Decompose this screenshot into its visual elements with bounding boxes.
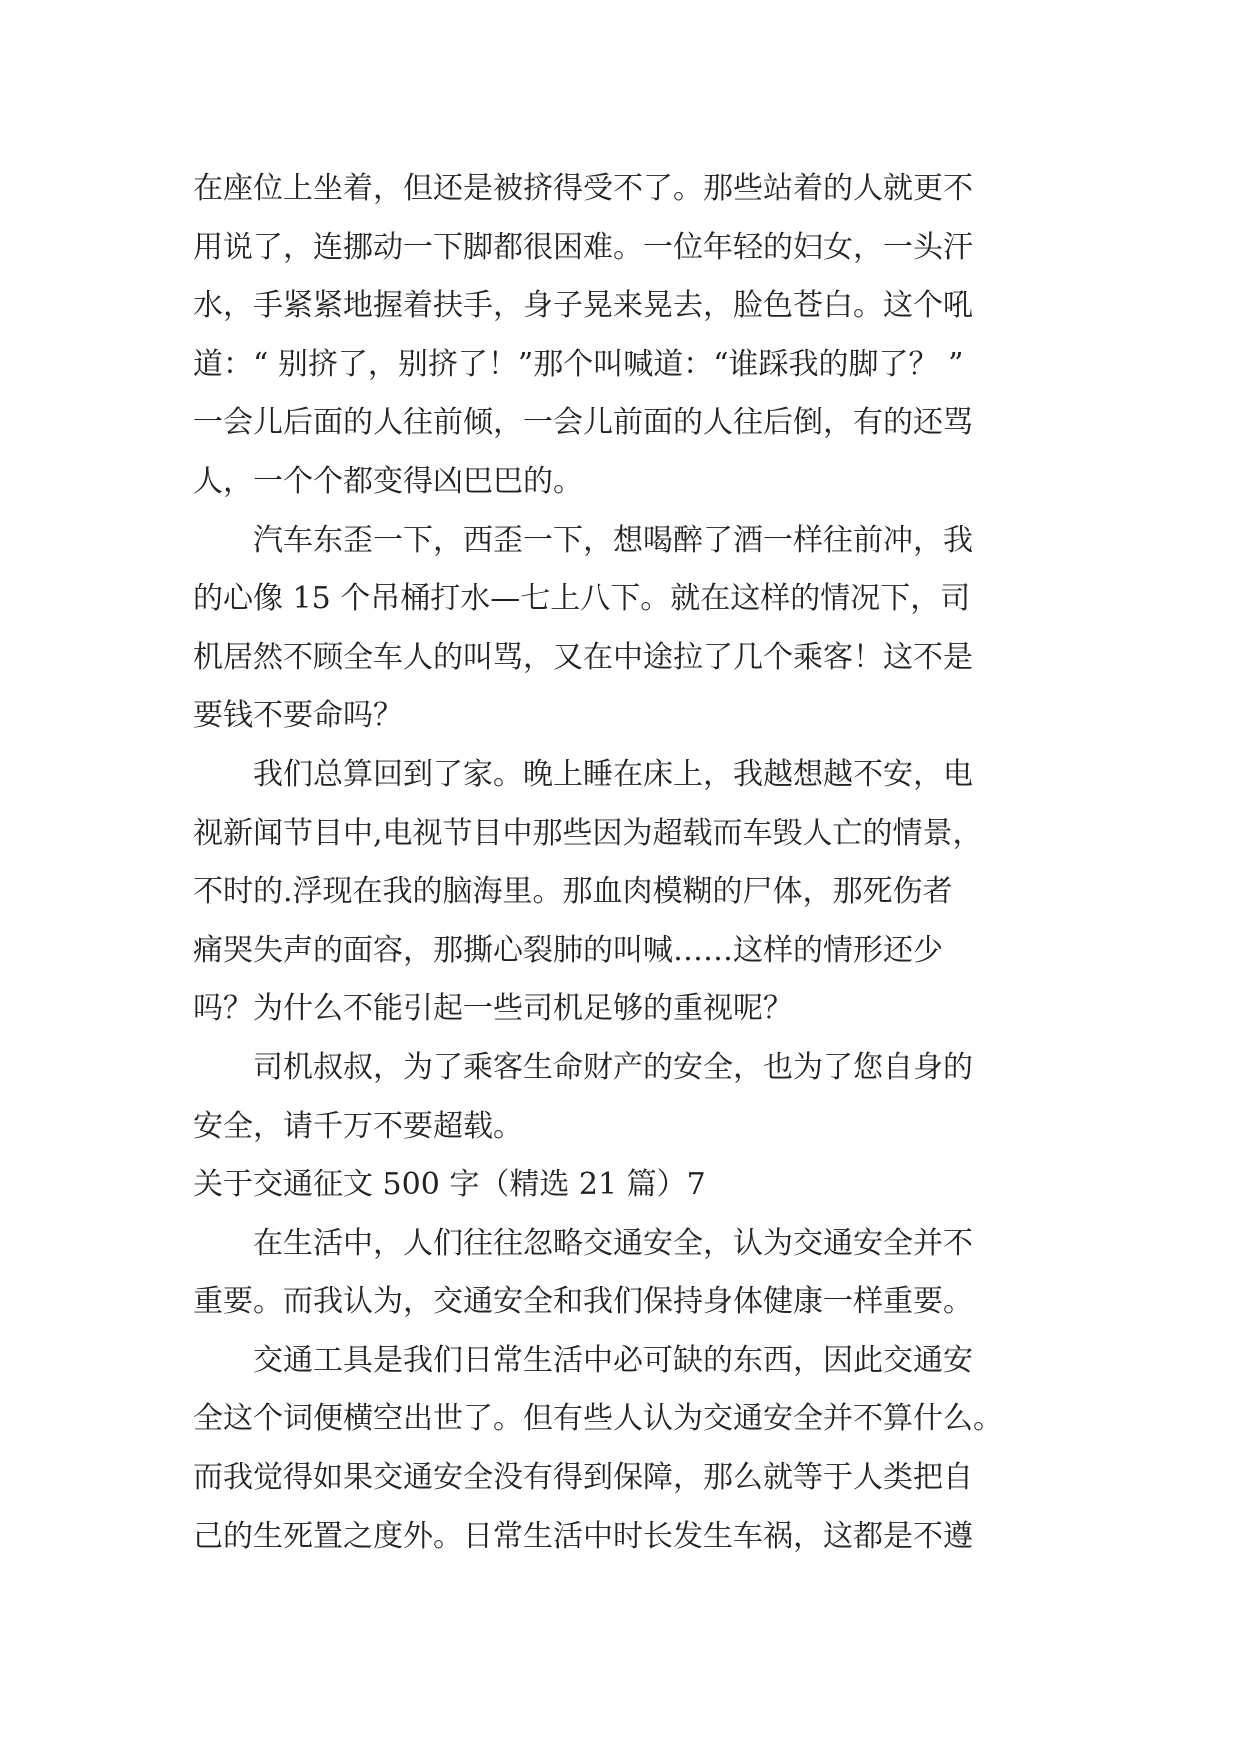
text-line: 而我觉得如果交通安全没有得到保障，那么就等于人类把自	[193, 1460, 973, 1496]
text-line: 一会儿后面的人往前倾，一会儿前面的人往后倒，有的还骂	[193, 405, 973, 441]
text-line: 道：“ 别挤了，别挤了！”那个叫喊道：“谁踩我的脚了？ ”	[193, 346, 964, 382]
text-line: 汽车东歪一下，西歪一下，想喝醉了酒一样往前冲，我	[193, 522, 973, 558]
text-line: 不时的.浮现在我的脑海里。那血肉模糊的尸体，那死伤者	[193, 874, 953, 910]
document-body	[193, 160, 1053, 1566]
text-line: 要钱不要命吗？	[193, 698, 403, 734]
text-line: 全这个词便横空出世了。但有些人认为交通安全并不算什么。	[193, 1401, 1003, 1437]
text-line: 视新闻节目中,电视节目中那些因为超载而车毁人亡的情景，	[193, 815, 983, 851]
text-line: 重要。而我认为，交通安全和我们保持身体健康一样重要。	[193, 1284, 973, 1320]
text-line: 用说了，连挪动一下脚都很困难。一位年轻的妇女，一头汗	[193, 229, 973, 265]
text-line: 安全，请千万不要超载。	[193, 1108, 523, 1144]
text-line: 己的生死置之度外。日常生活中时长发生车祸，这都是不遵	[193, 1518, 973, 1554]
text-line: 人，一个个都变得凶巴巴的。	[193, 463, 583, 499]
text-line: 吗？为什么不能引起一些司机足够的重视呢？	[193, 991, 793, 1027]
text-line: 痛哭失声的面容，那撕心裂肺的叫喊……这样的情形还少	[193, 932, 943, 968]
text-line: 交通工具是我们日常生活中必可缺的东西，因此交通安	[193, 1342, 973, 1378]
section-heading: 关于交通征文 500 字（精选 21 篇）7	[193, 1167, 706, 1203]
text-line: 在座位上坐着，但还是被挤得受不了。那些站着的人就更不	[193, 171, 973, 206]
text-line: 司机叔叔，为了乘客生命财产的安全，也为了您自身的	[193, 1049, 973, 1085]
text-line: 水，手紧紧地握着扶手，身子晃来晃去，脸色苍白。这个吼	[193, 288, 973, 324]
text-line: 在生活中，人们往往忽略交通安全，认为交通安全并不	[193, 1225, 973, 1261]
text-line: 我们总算回到了家。晚上睡在床上，我越想越不安，电	[193, 756, 973, 792]
text-line: 机居然不顾全车人的叫骂，又在中途拉了几个乘客！这不是	[193, 639, 973, 675]
text-line: 的心像 15 个吊桶打水—七上八下。就在这样的情况下，司	[193, 581, 971, 617]
